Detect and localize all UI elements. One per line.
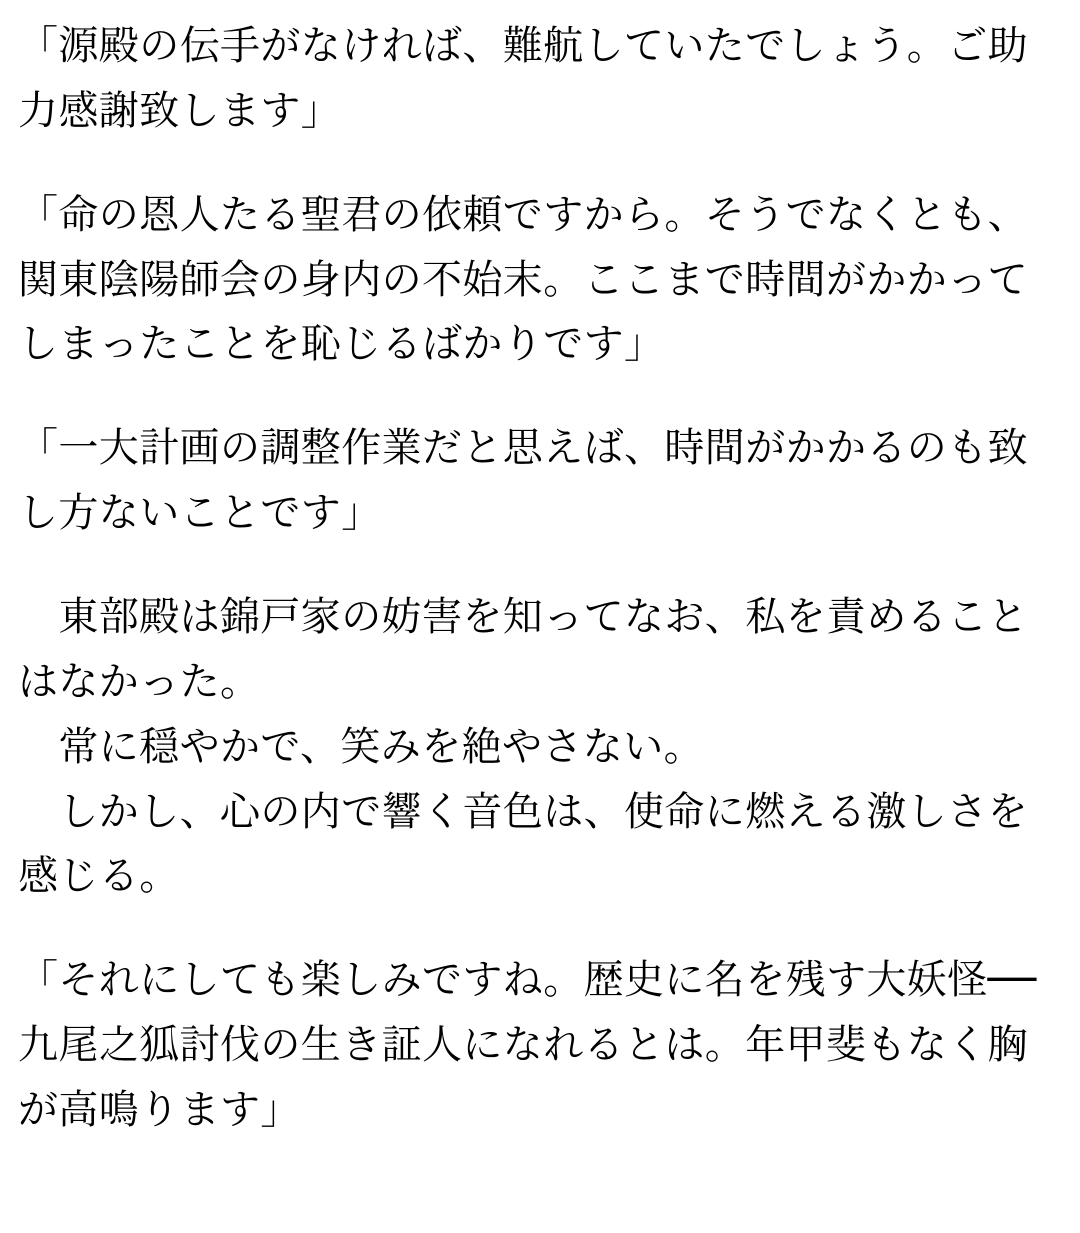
paragraph: 「命の恩人たる聖君の依頼ですから。そうでなくとも、関東陰陽師会の身内の不始末。ここまで時間がかかってしまったことを恥じるばかりです」 xyxy=(18,191,1028,368)
novel-text-body xyxy=(18,14,1046,1143)
paragraph: 常に穏やかで、笑みを絶やさない。 xyxy=(18,723,704,770)
paragraph: 「一大計画の調整作業だと思えば、時間がかかるのも致し方ないことです」 xyxy=(18,425,1028,537)
paragraph-spacer xyxy=(18,377,1046,416)
paragraph-spacer xyxy=(18,909,1046,948)
paragraph: 東部殿は錦戸家の妨害を知ってなお、私を責めることはなかった。 xyxy=(18,594,1028,705)
paragraph: 「源殿の伝手がなければ、難航していたでしょう。ご助力感謝致します」 xyxy=(18,23,1028,134)
paragraph-spacer xyxy=(18,144,1046,183)
paragraph: 「それにしても楽しみですね。歴史に名を残す大妖怪──九尾之狐討伐の生き証人になれるとは。年甲斐もなく胸が高鳴ります」 xyxy=(18,957,1037,1133)
paragraph-spacer xyxy=(18,546,1046,585)
paragraph: しかし、心の内で響く音色は、使命に燃える激しさを感じる。 xyxy=(18,788,1028,900)
